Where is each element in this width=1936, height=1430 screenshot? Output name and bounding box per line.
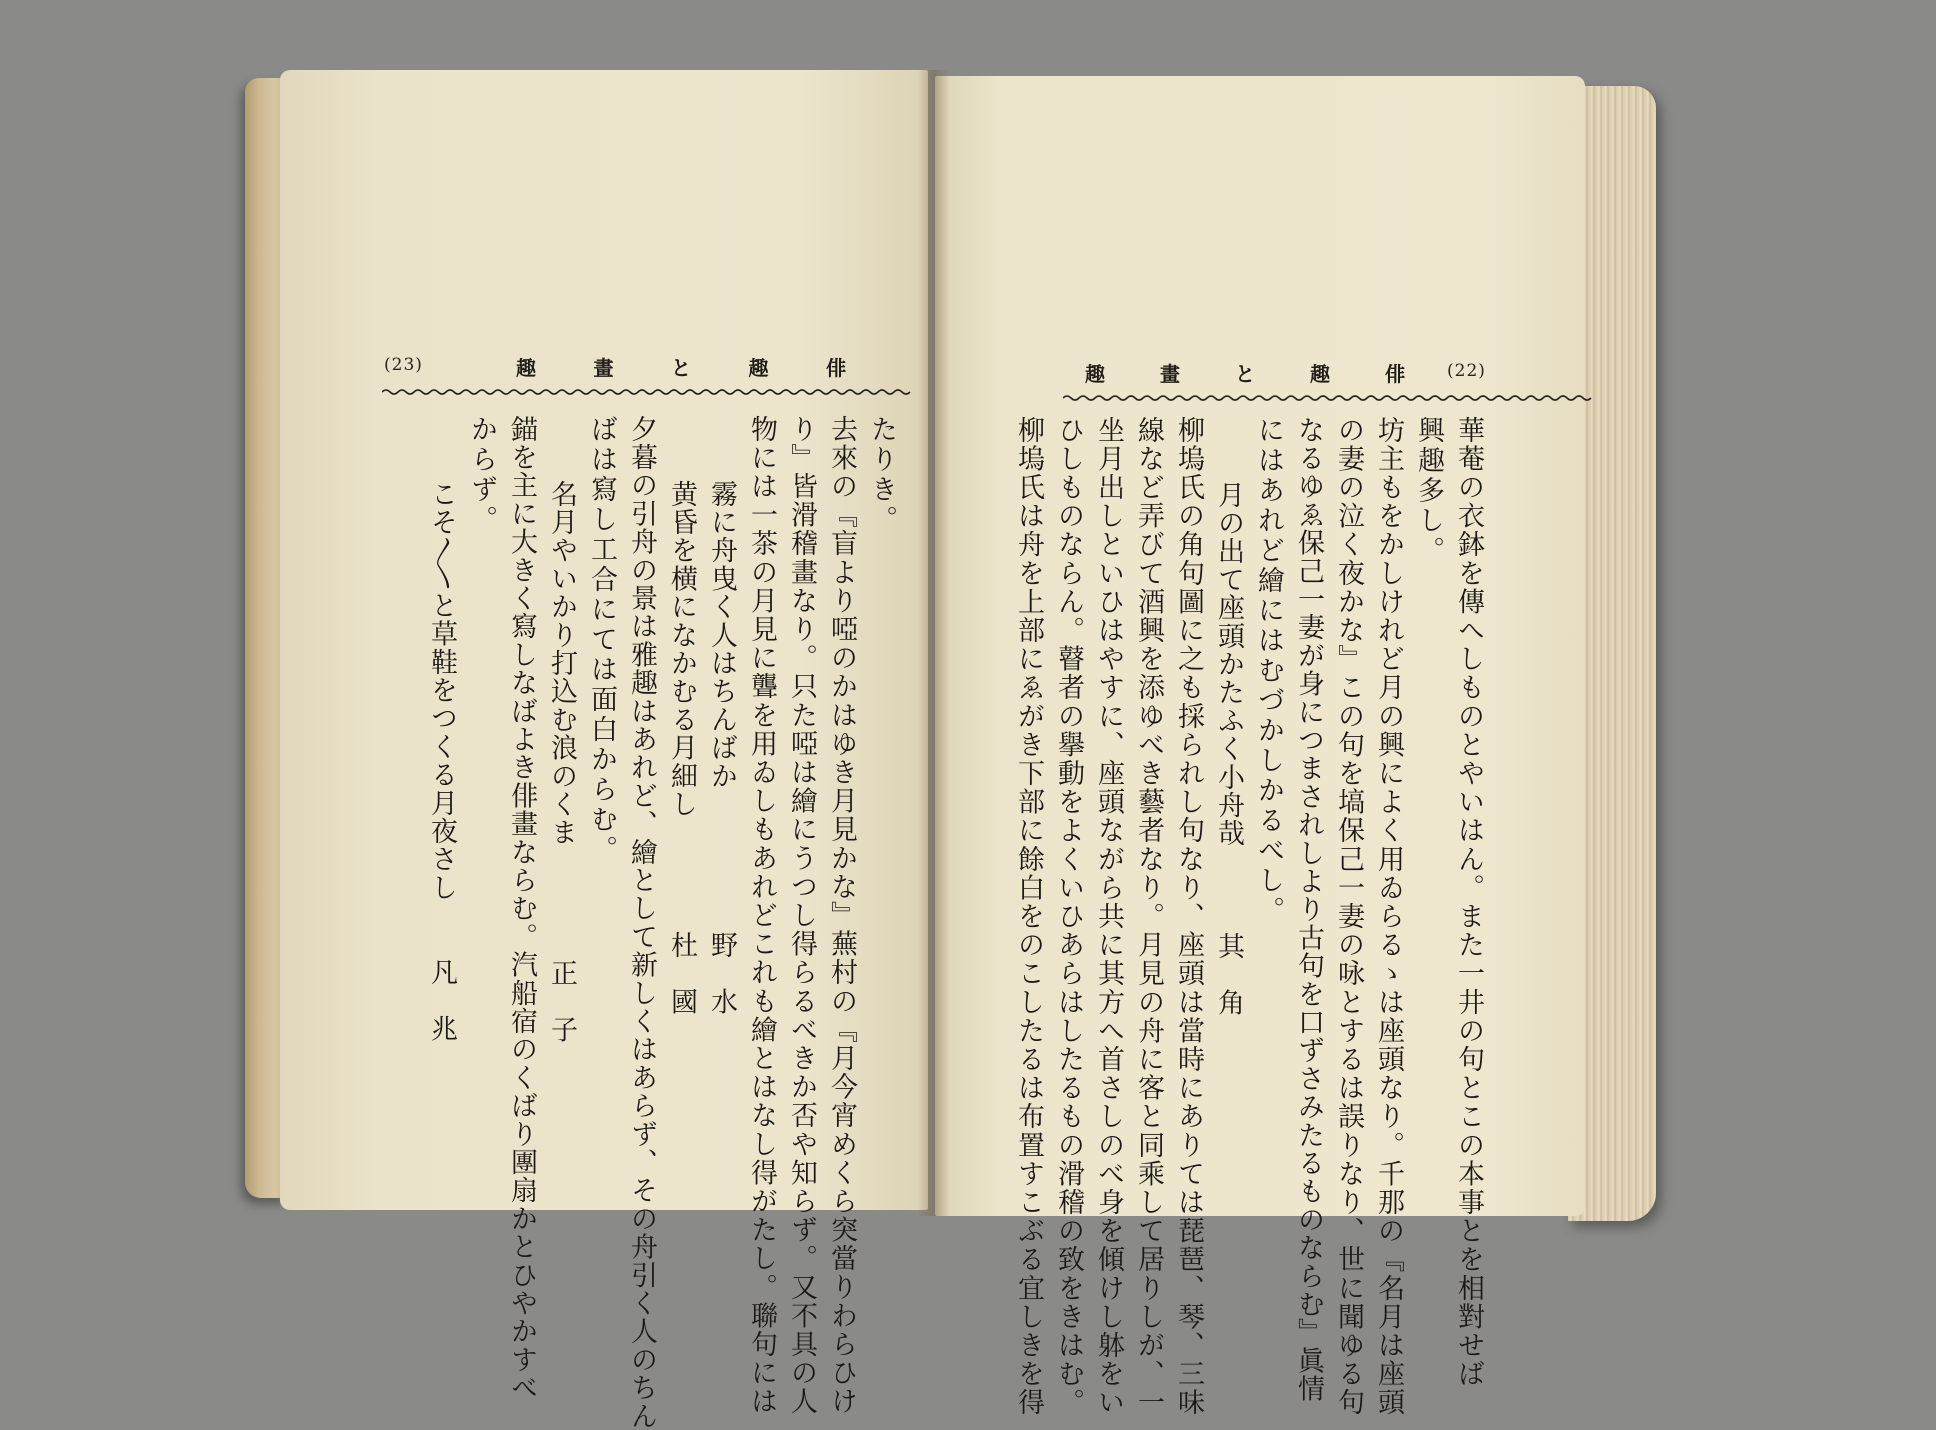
right-page <box>935 76 1585 1417</box>
verse-line: 名月やいかり打込む浪のくま 正 子 <box>546 480 577 1044</box>
text-line: ばは寫し工合にては面白からむ。 <box>586 415 617 865</box>
text-line: 去來の『盲より啞のかはゆき月見かな』蕪村の『月今宵めくら突當りわらひけ <box>826 415 857 1416</box>
verse-line: こそ〳〵と草鞋をつくる月夜さし 凡 兆 <box>426 480 457 1043</box>
text-line: 興趣多し。 <box>1413 416 1444 566</box>
book-gutter <box>918 70 950 1216</box>
page-number: (22) <box>1447 361 1486 381</box>
running-head-char: と <box>671 356 691 380</box>
running-head-char: 趣 <box>1085 362 1105 386</box>
text-line: なるゆゑ保己一妻が身につまされしより古句を口ずさみたるものならむ』眞情 <box>1293 416 1324 1403</box>
text-line: 柳塢氏の角句圖に之も採られし句なり、座頭は當時にありては琵琶、琴、三味 <box>1173 416 1204 1417</box>
running-head-char: 趣 <box>516 356 536 380</box>
text-line: 坐月出しといひはやすに、座頭ながら共に其方へ首さしのべ身を傾けし躰をい <box>1093 416 1124 1417</box>
verse-line: 月の出て座頭かたふく小舟哉 其 角 <box>1213 481 1244 1017</box>
head-rule <box>382 388 912 396</box>
running-head-char: 畫 <box>593 356 614 380</box>
running-head <box>516 352 846 381</box>
verse-line: 黄昏を横になかむる月細し 杜 國 <box>666 480 697 1016</box>
text-line: 柳塢氏は舟を上部にゑがき下部に餘白をのこしたるは布置すこぶる宜しきを得 <box>1013 416 1044 1417</box>
left-page <box>280 70 928 1430</box>
page-number: (23) <box>384 355 423 375</box>
verse-line: 霧に舟曳く人はちんばか 野 水 <box>706 480 737 1016</box>
text-line: 線など弄びて酒興を添ゆべき藝者なり。月見の舟に客と同乘して居りしが、一 <box>1133 416 1164 1417</box>
text-line: 夕暮の引舟の景は雅趣はあれど、繪として新しくはあらず、その舟引く人のちん <box>626 415 657 1430</box>
running-head-char: 趣 <box>1310 362 1330 386</box>
head-rule <box>1063 394 1593 402</box>
text-line: 坊主もをかしけれど月の興によく用ゐらるゝは座頭なり。千那の『名月は座頭 <box>1373 416 1404 1417</box>
text-line: たりき。 <box>866 415 897 535</box>
running-head-char: 趣 <box>748 356 769 380</box>
running-head-char: 俳 <box>826 356 846 380</box>
running-head-char: と <box>1235 362 1255 386</box>
text-line: 華菴の衣鉢を傳へしものとやいはん。また一井の句とこの本事とを相對せば <box>1453 416 1484 1389</box>
text-line: の妻の泣く夜かな』この句を塙保己一妻の咏とするは誤りなり、世に聞ゆる句 <box>1333 416 1364 1417</box>
running-head-char: 畫 <box>1160 362 1180 386</box>
text-line: 錨を主に大きく寫しなばよき俳畫ならむ。汽船宿のくばり團扇かとひやかすべ <box>506 415 537 1402</box>
text-line: にはあれど繪にはむづかしかるべし。 <box>1253 416 1284 926</box>
text-line: ひしものならん。瞽者の擧動をよくいひあらはしたるもの滑稽の致をきはむ。 <box>1053 416 1084 1417</box>
text-line: からず。 <box>466 415 497 535</box>
running-head-char: 俳 <box>1385 362 1405 386</box>
running-head <box>1085 358 1405 387</box>
text-line: 物には一茶の月見に聾を用ゐしもあれどこれも繪とはなし得がたし。聯句には <box>746 415 777 1416</box>
text-line: り』皆滑稽畫なり。只た啞は繪にうつし得らるべきか否や知らず。又不具の人 <box>786 415 817 1416</box>
